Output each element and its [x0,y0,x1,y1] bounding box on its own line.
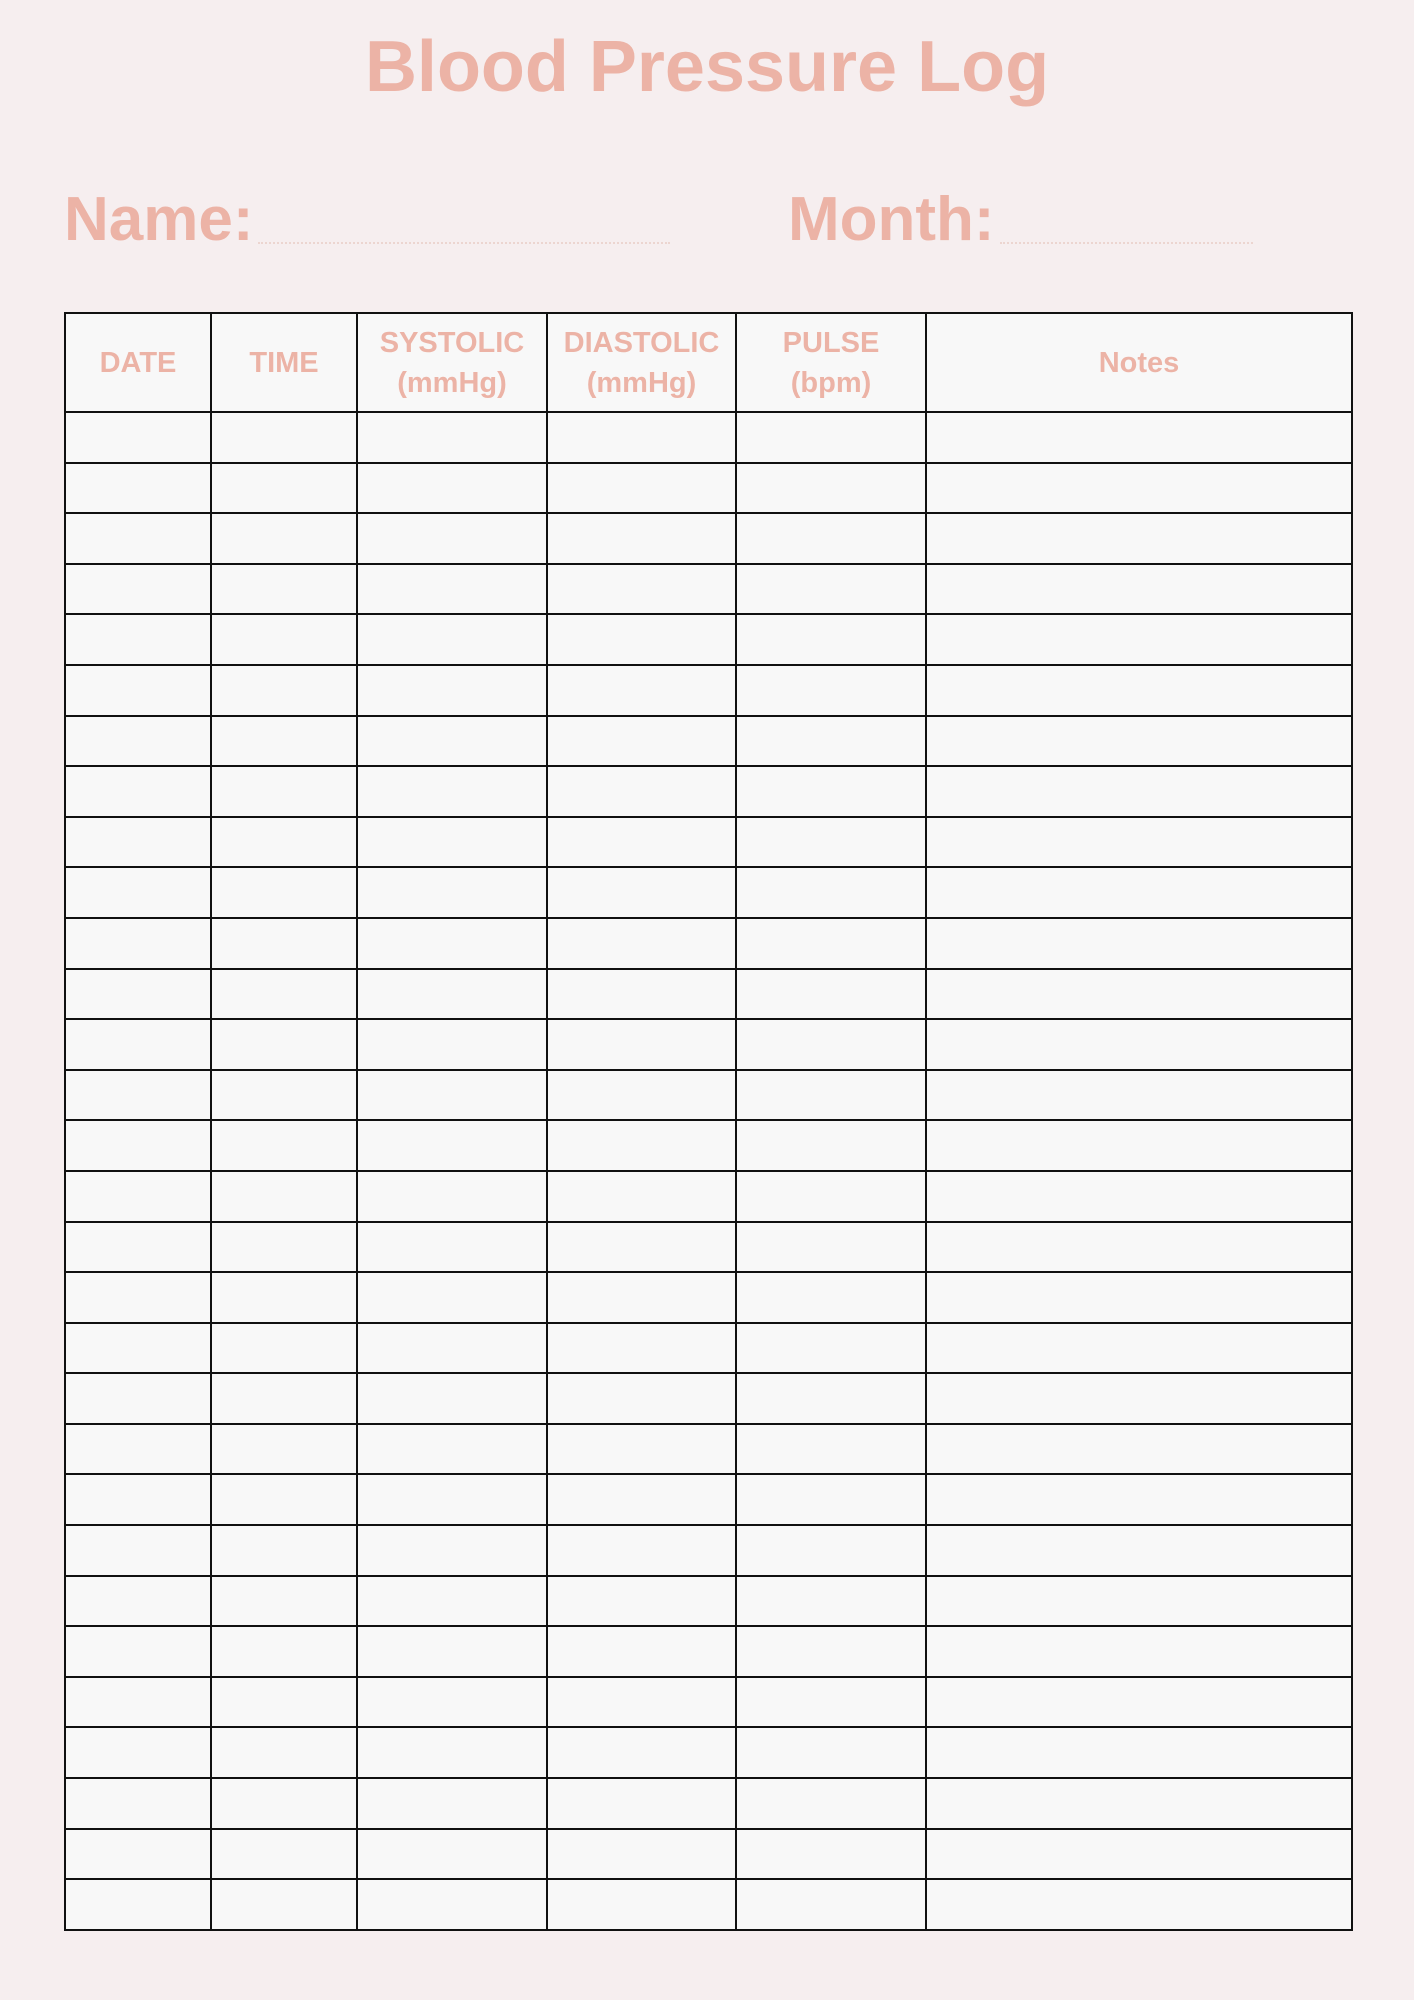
entry-cell-time[interactable] [211,1019,357,1070]
entry-cell-date[interactable] [65,1019,211,1070]
entry-cell-systolic[interactable] [357,716,547,767]
entry-cell-diastolic[interactable] [547,412,736,463]
entry-cell-time[interactable] [211,1879,357,1930]
entry-cell-notes[interactable] [926,1829,1352,1880]
column-header-unit: (mmHg) [586,366,697,399]
log-table [64,312,1353,1931]
entry-cell-systolic[interactable] [357,1778,547,1829]
entry-cell-pulse[interactable] [736,1474,926,1525]
table-row [65,1171,1352,1222]
entry-cell-date[interactable] [65,1576,211,1627]
entry-cell-notes[interactable] [926,1222,1352,1273]
entry-cell-notes[interactable] [926,817,1352,868]
entry-cell-date[interactable] [65,1879,211,1930]
entry-cell-notes[interactable] [926,1424,1352,1475]
table-row [65,1424,1352,1475]
name-entry-line[interactable] [258,242,670,244]
entry-cell-date[interactable] [65,513,211,564]
entry-cell-notes[interactable] [926,1677,1352,1728]
entry-cell-diastolic[interactable] [547,1070,736,1121]
entry-cell-date[interactable] [65,614,211,665]
entry-cell-date[interactable] [65,463,211,514]
entry-cell-systolic[interactable] [357,614,547,665]
entry-cell-diastolic[interactable] [547,1323,736,1374]
table-row [65,1829,1352,1880]
entry-cell-diastolic[interactable] [547,1727,736,1778]
entry-cell-notes[interactable] [926,918,1352,969]
entry-cell-time[interactable] [211,513,357,564]
entry-cell-diastolic[interactable] [547,918,736,969]
entry-cell-systolic[interactable] [357,564,547,615]
entry-cell-time[interactable] [211,766,357,817]
entry-cell-diastolic[interactable] [547,665,736,716]
entry-cell-pulse[interactable] [736,1626,926,1677]
entry-cell-systolic[interactable] [357,969,547,1020]
entry-cell-systolic[interactable] [357,463,547,514]
table-row [65,412,1352,463]
entry-cell-systolic[interactable] [357,1677,547,1728]
entry-cell-time[interactable] [211,1677,357,1728]
table-row [65,867,1352,918]
entry-cell-pulse[interactable] [736,766,926,817]
entry-cell-diastolic[interactable] [547,1424,736,1475]
entry-cell-diastolic[interactable] [547,817,736,868]
entry-cell-diastolic[interactable] [547,969,736,1020]
entry-cell-systolic[interactable] [357,817,547,868]
entry-cell-notes[interactable] [926,1879,1352,1930]
entry-cell-diastolic[interactable] [547,463,736,514]
entry-cell-systolic[interactable] [357,1626,547,1677]
entry-cell-diastolic[interactable] [547,1272,736,1323]
entry-cell-date[interactable] [65,1474,211,1525]
entry-cell-time[interactable] [211,1474,357,1525]
entry-cell-notes[interactable] [926,1272,1352,1323]
entry-cell-pulse[interactable] [736,817,926,868]
entry-cell-time[interactable] [211,1272,357,1323]
column-header-time [211,313,357,412]
entry-cell-notes[interactable] [926,614,1352,665]
entry-cell-systolic[interactable] [357,1829,547,1880]
entry-cell-time[interactable] [211,1120,357,1171]
entry-cell-date[interactable] [65,969,211,1020]
name-label: Name: [64,185,254,254]
entry-cell-systolic[interactable] [357,1222,547,1273]
entry-cell-pulse[interactable] [736,1576,926,1627]
entry-cell-pulse[interactable] [736,1070,926,1121]
table-row [65,564,1352,615]
entry-cell-pulse[interactable] [736,665,926,716]
entry-cell-date[interactable] [65,817,211,868]
entry-cell-time[interactable] [211,564,357,615]
entry-cell-pulse[interactable] [736,1727,926,1778]
entry-cell-systolic[interactable] [357,1171,547,1222]
entry-cell-pulse[interactable] [736,1778,926,1829]
table-row [65,665,1352,716]
entry-cell-date[interactable] [65,1829,211,1880]
entry-cell-systolic[interactable] [357,1019,547,1070]
entry-cell-systolic[interactable] [357,918,547,969]
table-row [65,614,1352,665]
header-row [65,313,1352,412]
entry-cell-diastolic[interactable] [547,1829,736,1880]
entry-cell-systolic[interactable] [357,1576,547,1627]
entry-cell-systolic[interactable] [357,766,547,817]
entry-cell-diastolic[interactable] [547,1525,736,1576]
entry-cell-diastolic[interactable] [547,614,736,665]
entry-cell-time[interactable] [211,665,357,716]
entry-cell-time[interactable] [211,1576,357,1627]
entry-cell-diastolic[interactable] [547,1373,736,1424]
entry-cell-diastolic[interactable] [547,1019,736,1070]
table-row [65,1677,1352,1728]
entry-cell-date[interactable] [65,412,211,463]
entry-cell-time[interactable] [211,969,357,1020]
entry-cell-diastolic[interactable] [547,716,736,767]
entry-cell-time[interactable] [211,1626,357,1677]
column-header-date [65,313,211,412]
column-header-label: DATE [99,346,177,379]
entry-cell-pulse[interactable] [736,463,926,514]
entry-cell-notes[interactable] [926,1727,1352,1778]
entry-cell-time[interactable] [211,463,357,514]
entry-cell-diastolic[interactable] [547,1576,736,1627]
entry-cell-systolic[interactable] [357,412,547,463]
entry-cell-pulse[interactable] [736,1272,926,1323]
entry-cell-pulse[interactable] [736,1424,926,1475]
table-row [65,1778,1352,1829]
entry-cell-date[interactable] [65,1525,211,1576]
column-header-label: Notes [1098,346,1180,379]
entry-cell-pulse[interactable] [736,1879,926,1930]
entry-cell-pulse[interactable] [736,1019,926,1070]
entry-cell-diastolic[interactable] [547,867,736,918]
entry-cell-diastolic[interactable] [547,1626,736,1677]
table-row [65,969,1352,1020]
entry-cell-time[interactable] [211,1222,357,1273]
entry-cell-diastolic[interactable] [547,766,736,817]
entry-cell-systolic[interactable] [357,867,547,918]
entry-cell-notes[interactable] [926,463,1352,514]
entry-cell-pulse[interactable] [736,1171,926,1222]
entry-cell-pulse[interactable] [736,412,926,463]
entry-cell-pulse[interactable] [736,867,926,918]
month-label: Month: [788,185,995,254]
entry-cell-time[interactable] [211,867,357,918]
column-header-label: DIASTOLIC [563,326,720,359]
entry-cell-notes[interactable] [926,1171,1352,1222]
table-row [65,463,1352,514]
table-row [65,1576,1352,1627]
entry-cell-diastolic[interactable] [547,1171,736,1222]
entry-cell-systolic[interactable] [357,665,547,716]
entry-cell-systolic[interactable] [357,1120,547,1171]
entry-cell-systolic[interactable] [357,1525,547,1576]
entry-cell-time[interactable] [211,1525,357,1576]
entry-cell-pulse[interactable] [736,1323,926,1374]
entry-cell-time[interactable] [211,918,357,969]
column-header-pulse [736,313,926,412]
entry-cell-date[interactable] [65,1070,211,1121]
table-row [65,1879,1352,1930]
entry-cell-time[interactable] [211,817,357,868]
entry-cell-time[interactable] [211,614,357,665]
entry-cell-systolic[interactable] [357,513,547,564]
entry-cell-diastolic[interactable] [547,1879,736,1930]
entry-cell-date[interactable] [65,1120,211,1171]
entry-cell-notes[interactable] [926,665,1352,716]
column-header-label: TIME [249,346,319,379]
entry-cell-date[interactable] [65,867,211,918]
entry-cell-date[interactable] [65,918,211,969]
month-entry-line[interactable] [1000,242,1253,244]
table-row [65,1525,1352,1576]
entry-cell-notes[interactable] [926,1626,1352,1677]
table-row [65,1222,1352,1273]
entry-cell-notes[interactable] [926,1373,1352,1424]
entry-cell-time[interactable] [211,1829,357,1880]
table-row [65,513,1352,564]
entry-cell-time[interactable] [211,1778,357,1829]
table-row [65,1373,1352,1424]
entry-cell-diastolic[interactable] [547,1778,736,1829]
entry-cell-date[interactable] [65,1424,211,1475]
entry-cell-notes[interactable] [926,1576,1352,1627]
entry-cell-pulse[interactable] [736,716,926,767]
entry-cell-date[interactable] [65,1323,211,1374]
entry-cell-systolic[interactable] [357,1373,547,1424]
column-header-label: PULSE [782,326,880,359]
column-header-systolic [357,313,547,412]
entry-cell-notes[interactable] [926,1778,1352,1829]
entry-cell-date[interactable] [65,766,211,817]
entry-cell-notes[interactable] [926,867,1352,918]
entry-cell-systolic[interactable] [357,1474,547,1525]
entry-cell-pulse[interactable] [736,1677,926,1728]
entry-cell-pulse[interactable] [736,513,926,564]
entry-cell-diastolic[interactable] [547,1120,736,1171]
entry-cell-systolic[interactable] [357,1272,547,1323]
table-row [65,1626,1352,1677]
entry-cell-notes[interactable] [926,1323,1352,1374]
entry-cell-notes[interactable] [926,412,1352,463]
entry-cell-time[interactable] [211,1424,357,1475]
entry-cell-date[interactable] [65,1727,211,1778]
entry-cell-diastolic[interactable] [547,513,736,564]
page-title: Blood Pressure Log [364,27,1050,107]
entry-cell-pulse[interactable] [736,614,926,665]
column-header-label: SYSTOLIC [379,326,525,359]
entry-cell-notes[interactable] [926,716,1352,767]
entry-cell-systolic[interactable] [357,1424,547,1475]
table-row [65,1272,1352,1323]
entry-cell-notes[interactable] [926,564,1352,615]
table-row [65,1323,1352,1374]
entry-cell-date[interactable] [65,564,211,615]
entry-cell-notes[interactable] [926,766,1352,817]
entry-cell-date[interactable] [65,1373,211,1424]
entry-cell-systolic[interactable] [357,1727,547,1778]
entry-cell-date[interactable] [65,1677,211,1728]
entry-cell-time[interactable] [211,1373,357,1424]
entry-cell-date[interactable] [65,665,211,716]
entry-cell-notes[interactable] [926,1474,1352,1525]
entry-cell-pulse[interactable] [736,1525,926,1576]
column-header-notes [926,313,1352,412]
entry-cell-notes[interactable] [926,1525,1352,1576]
entry-cell-notes[interactable] [926,1070,1352,1121]
entry-cell-date[interactable] [65,1626,211,1677]
entry-cell-pulse[interactable] [736,1222,926,1273]
entry-cell-pulse[interactable] [736,1829,926,1880]
entry-cell-diastolic[interactable] [547,1474,736,1525]
entry-cell-time[interactable] [211,1727,357,1778]
entry-cell-pulse[interactable] [736,1120,926,1171]
entry-cell-time[interactable] [211,1171,357,1222]
table-row [65,1727,1352,1778]
column-header-unit: (bpm) [790,366,872,399]
entry-cell-time[interactable] [211,716,357,767]
entry-cell-pulse[interactable] [736,918,926,969]
entry-cell-notes[interactable] [926,1120,1352,1171]
table-row [65,1070,1352,1121]
table-row [65,1120,1352,1171]
entry-cell-date[interactable] [65,1171,211,1222]
name-field [64,180,254,260]
entry-cell-notes[interactable] [926,1019,1352,1070]
entry-cell-time[interactable] [211,1323,357,1374]
entry-cell-diastolic[interactable] [547,1677,736,1728]
table-row [65,1019,1352,1070]
month-field [788,180,995,260]
column-header-unit: (mmHg) [397,366,507,399]
entry-cell-date[interactable] [65,1272,211,1323]
entry-cell-pulse[interactable] [736,1373,926,1424]
table-row [65,766,1352,817]
entry-cell-diastolic[interactable] [547,564,736,615]
entry-cell-diastolic[interactable] [547,1222,736,1273]
table-row [65,817,1352,868]
table-row [65,716,1352,767]
column-header-diastolic [547,313,736,412]
table-row [65,1474,1352,1525]
log-table-body [65,412,1352,1930]
entry-cell-time[interactable] [211,1070,357,1121]
entry-cell-time[interactable] [211,412,357,463]
entry-cell-systolic[interactable] [357,1323,547,1374]
entry-cell-date[interactable] [65,1778,211,1829]
table-row [65,918,1352,969]
entry-cell-date[interactable] [65,716,211,767]
entry-cell-notes[interactable] [926,513,1352,564]
entry-cell-systolic[interactable] [357,1070,547,1121]
entry-cell-notes[interactable] [926,969,1352,1020]
entry-cell-pulse[interactable] [736,564,926,615]
entry-cell-pulse[interactable] [736,969,926,1020]
entry-cell-date[interactable] [65,1222,211,1273]
entry-cell-systolic[interactable] [357,1879,547,1930]
